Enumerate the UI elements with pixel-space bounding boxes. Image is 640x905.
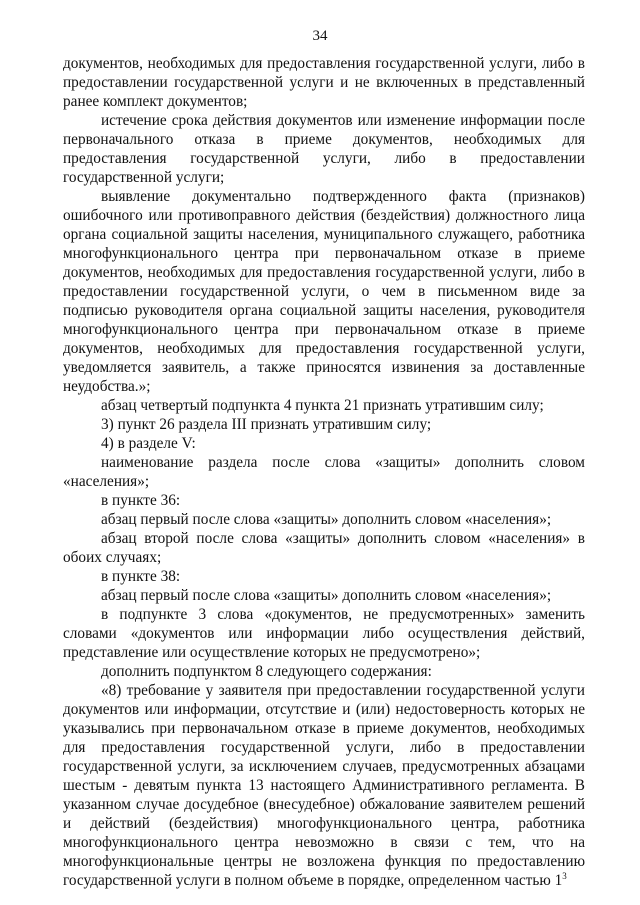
paragraph-13: в подпункте 3 слова «документов, не предусмотренных» заменить словами «документов или информации либо осуществления действий, представление или осуществление которых не предусмотрено»;	[63, 606, 585, 661]
paragraph-14: дополнить подпунктом 8 следующего содержания:	[101, 663, 432, 680]
paragraph-6: 4) в разделе V:	[101, 435, 196, 452]
paragraph-9: абзац первый после слова «защиты» дополнить словом «населения»;	[101, 511, 552, 528]
paragraph-3: выявление документально подтвержденного факта (признаков) ошибочного или противоправного действия (бездействия) должностного лица органа социальной защиты населения, муниципального служащего, работника многофункционального центра при первоначальном отказе в приеме документов, необходимых для предоставления государственной услуги, либо в предоставлении государственной услуги, о чем в письменном виде за подписью руководителя органа социальной защиты населения, руководителя многофункционального центра при первоначальном отказе в приеме документов, необходимых для предоставления государственной услуги, уведомляется заявитель, а также приносятся извинения за доставленные неудобства.»;	[63, 188, 585, 395]
paragraph-7: наименование раздела после слова «защиты» дополнить словом «населения»;	[63, 454, 585, 490]
paragraph-15	[63, 681, 585, 890]
superscript: 3	[562, 871, 567, 881]
paragraph-5: 3) пункт 26 раздела III признать утратившим силу;	[101, 416, 432, 433]
paragraph-8: в пункте 36:	[101, 492, 181, 509]
page-number: 34	[312, 28, 328, 44]
paragraph-4: абзац четвертый подпункта 4 пункта 21 признать утратившим силу;	[101, 397, 544, 414]
paragraph-11: в пункте 38:	[101, 568, 181, 585]
paragraph-2: истечение срока действия документов или изменение информации после первоначального отказа в приеме документов, необходимых для предоставления государственной услуги, либо в предоставлении государственной услуги;	[63, 112, 585, 186]
paragraph-10: абзац второй после слова «защиты» дополнить словом «населения» в обоих случаях;	[63, 530, 585, 566]
paragraph-15-text: «8) требование у заявителя при предоставлении государственной услуги документов или информации, отсутствие и (или) недостоверность которых не указывались при первоначальном отказе в приеме документов, необходимых для предоставления государственной услуги, либо в предоставлении государственной услуги, за исключением случаев, предусмотренных абзацами шестым - девятым пункта 13 настоящего Административного регламента. В указанном случае досудебное (внесудебное) обжалование заявителем решений и действий (бездействия) многофункционального центра, работника многофункционального центра невозможно в связи с тем, что на многофункциональные центры не возложена функция по предоставлению государственной услуги в полном объеме в порядке, определенном частью 1	[63, 682, 585, 889]
paragraph-1: документов, необходимых для предоставления государственной услуги, либо в предоставлении государственной услуги и не включенных в представленный ранее комплект документов;	[63, 55, 585, 110]
document-body	[63, 54, 585, 890]
paragraph-12: абзац первый после слова «защиты» дополнить словом «населения»;	[101, 587, 552, 604]
